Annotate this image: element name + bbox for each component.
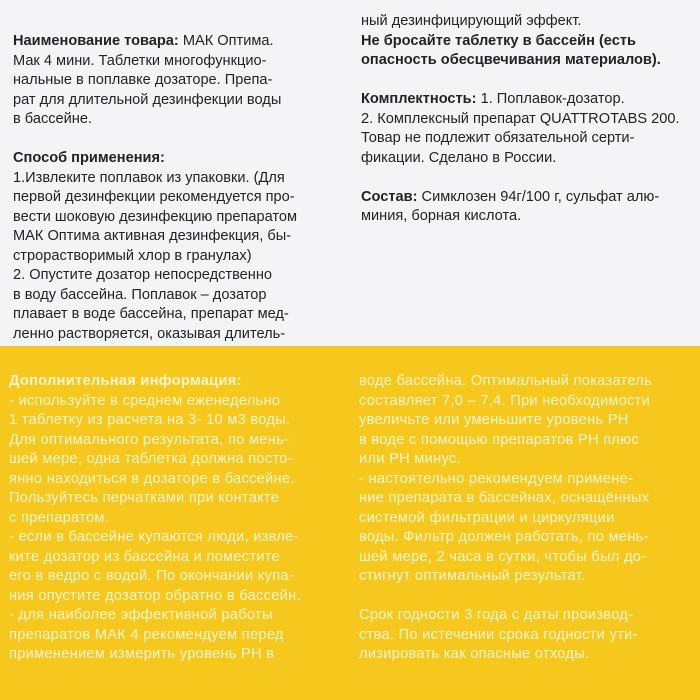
ph-info-line: или PH минус. [359, 451, 461, 467]
additional-info-line: шей мере, одна таблетка должна посто- [9, 451, 293, 467]
usage-label: Способ применения: [13, 150, 165, 166]
ph-info-line: системой фильтрации и циркуляции [359, 509, 615, 526]
additional-info-line: - для наиболее эффективной работы [9, 607, 273, 623]
additional-info-column [9, 372, 345, 665]
ph-info-line: воды. Фильтр должен работать, по мень- [359, 529, 649, 545]
usage-line: в воду бассейна. Поплавок – дозатор [13, 286, 267, 303]
product-description-line: нальные в поплавке дозаторе. Препа- [13, 72, 273, 88]
product-description-line: Мак 4 мини. Таблетки многофункцио- [13, 52, 267, 69]
product-name-value: МАК Оптима. [178, 33, 274, 49]
usage-continuation: ный дезинфицирующий эффект. [361, 13, 582, 29]
shelf-life-line: ства. По истечении срока годности ути- [359, 626, 638, 643]
additional-info-line: применением измерить уровень PH в [9, 646, 275, 662]
additional-info-line: Для оптимального результата, по мень- [9, 431, 290, 448]
additional-info-line: - если в бассейне купаются люди, извле- [9, 529, 299, 545]
additional-info-label: Дополнительная информация: [9, 373, 242, 389]
kit-line: фикации. Сделано в России. [361, 149, 557, 166]
ph-info-column [359, 372, 689, 665]
shelf-life-line: лизировать как опасные отходы. [359, 646, 590, 662]
product-description-line: в бассейне. [13, 111, 93, 127]
kit-line: Товар не подлежит обязательной серти- [361, 130, 635, 146]
additional-info-line: - используйте в среднем еженедельно [9, 392, 281, 409]
additional-info-line: 1 таблетку из расчета на 3- 10 м3 воды. [9, 412, 291, 428]
ph-info-line: ние препарата в бассейнах, оснащённых [359, 490, 650, 506]
usage-line: плавает в воде бассейна, препарат мед- [13, 306, 289, 322]
ph-info-line: шей мере, 2 часа в сутки, чтобы был до- [359, 548, 647, 565]
composition-value: Симклозен 94г/100 г, сульфат алю- [417, 188, 660, 205]
usage-line: МАК Оптима активная дезинфекция, бы- [13, 228, 292, 244]
ph-info-line: увеличьте или уменьшите уровень PH [359, 412, 629, 428]
kit-line: 2. Комплексный препарат QUATTROTABS 200. [361, 110, 680, 127]
product-description-line: рат для длительной дезинфекции воды [13, 91, 282, 108]
additional-info-line: препаратов МАК 4 рекомендуем перед [9, 626, 284, 643]
warning-line: Не бросайте таблетку в бассейн (есть [361, 32, 636, 49]
additional-info-line: ките дозатор из бассейна и поместите [9, 548, 281, 565]
ph-info-line: в воде с помощью препаратов PH плюс [359, 431, 640, 448]
ph-info-line: составляет 7,0 – 7,4. При необходимости [359, 392, 651, 409]
additional-info-line: ния опустите дозатор обратно в бассейн. [9, 587, 301, 604]
ph-info-line: - настоятельно рекомендуем примене- [359, 470, 634, 487]
composition-line: миния, борная кислота. [361, 208, 522, 224]
usage-line: вести шоковую дезинфекцию препаратом [13, 208, 298, 225]
usage-line: 1.Извлеките поплавок из упаковки. (Для [13, 169, 285, 186]
usage-line: ленно растворяется, оказывая длитель- [13, 325, 286, 342]
kit-value: 1. Поплавок-дозатор. [476, 91, 625, 107]
product-name-label: Наименование товара: [13, 33, 179, 49]
ph-info-line: стигнут оптимальный результат. [359, 568, 586, 584]
usage-line: 2. Опустите дозатор непосредственно [13, 267, 273, 283]
additional-info-line: янно находиться в дозаторе в бассейне. [9, 470, 295, 487]
ph-info-line: воде бассейна. Оптимальный показатель [359, 373, 653, 389]
product-info-column [13, 32, 349, 344]
usage-line: первой дезинфекции рекомендуется про- [13, 189, 295, 205]
additional-info-line: Пользуйтесь перчатками при контакте [9, 490, 280, 506]
usage-line: строрастворимый хлор в гранулах) [13, 247, 252, 264]
composition-label: Состав: [361, 188, 418, 205]
kit-info-column [361, 12, 691, 227]
additional-info-line: его в ведро с водой. По окончании купа- [9, 568, 294, 584]
kit-label: Комплектность: [361, 91, 477, 107]
additional-info-line: с препаратом. [9, 509, 110, 526]
warning-line: опасность обесцвечивания материалов). [361, 52, 661, 68]
shelf-life-line: Срок годности 3 года с даты производ- [359, 607, 634, 623]
